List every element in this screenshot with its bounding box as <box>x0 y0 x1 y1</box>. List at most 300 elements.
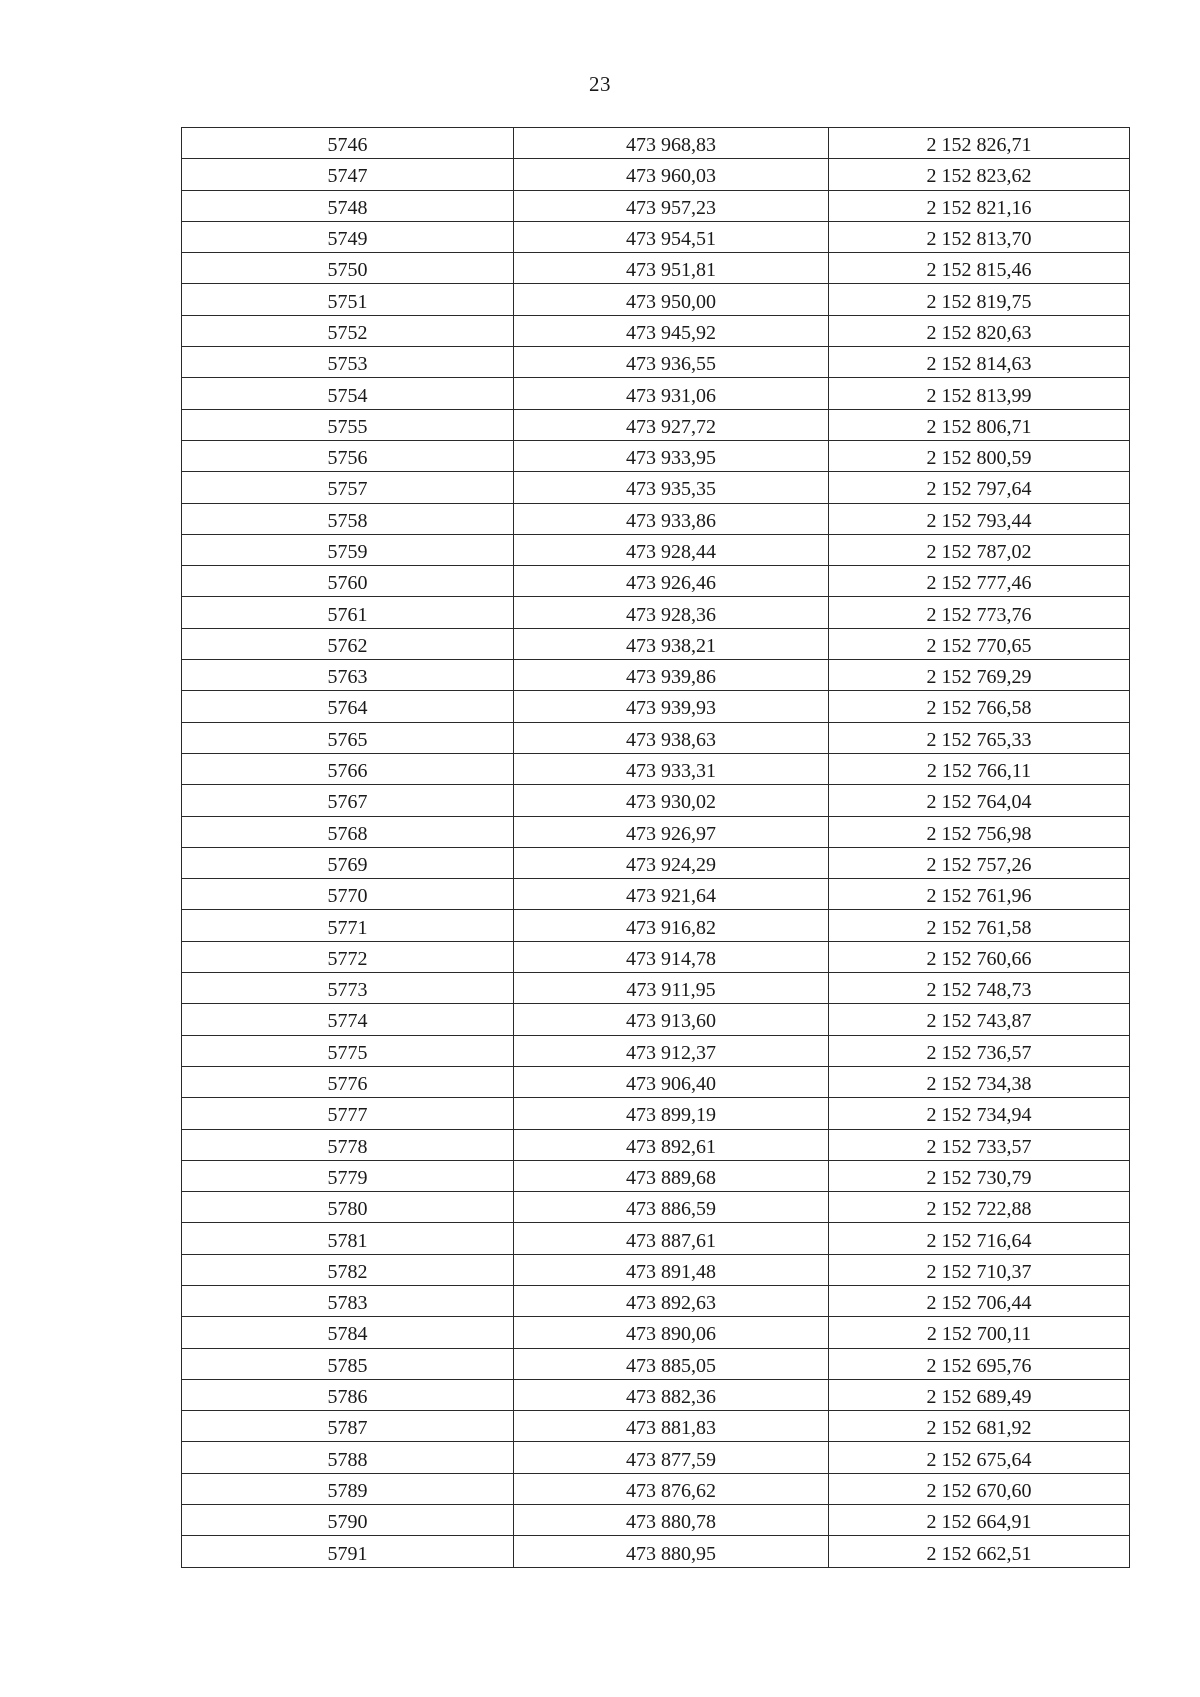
point-number-cell-text: 5768 <box>327 822 368 845</box>
y-coordinate-cell <box>829 1379 1130 1410</box>
table-row <box>182 472 1130 503</box>
y-coordinate-cell <box>829 190 1130 221</box>
y-coordinate-cell-text: 2 152 675,64 <box>926 1448 1032 1471</box>
x-coordinate-cell-text: 473 912,37 <box>626 1041 716 1064</box>
table-row <box>182 847 1130 878</box>
point-number-cell-text: 5772 <box>327 947 368 970</box>
x-coordinate-cell <box>514 1192 829 1223</box>
y-coordinate-cell <box>829 1473 1130 1504</box>
x-coordinate-cell <box>514 1317 829 1348</box>
x-coordinate-cell <box>514 973 829 1004</box>
point-number-cell <box>182 1223 514 1254</box>
point-number-cell-text: 5748 <box>327 196 368 219</box>
point-number-cell-text: 5756 <box>327 447 368 470</box>
point-number-cell-text: 5759 <box>327 541 368 563</box>
table-row <box>182 1473 1130 1504</box>
table-row <box>182 1098 1130 1129</box>
x-coordinate-cell-text: 473 928,44 <box>626 541 716 563</box>
point-number-cell <box>182 221 514 252</box>
y-coordinate-cell <box>829 534 1130 565</box>
point-number-cell-text: 5788 <box>327 1448 368 1471</box>
point-number-cell <box>182 159 514 190</box>
x-coordinate-cell-text: 473 931,06 <box>626 384 716 407</box>
x-coordinate-cell-text: 473 954,51 <box>626 228 716 251</box>
x-coordinate-cell <box>514 159 829 190</box>
point-number-cell <box>182 1160 514 1191</box>
x-coordinate-cell-text: 473 924,29 <box>626 853 716 876</box>
point-number-cell <box>182 1285 514 1316</box>
x-coordinate-cell <box>514 597 829 628</box>
table-row <box>182 660 1130 691</box>
table-row <box>182 566 1130 597</box>
point-number-cell <box>182 910 514 941</box>
point-number-cell-text: 5758 <box>327 509 368 532</box>
table-row <box>182 378 1130 409</box>
y-coordinate-cell-text: 2 152 664,91 <box>926 1511 1032 1534</box>
point-number-cell <box>182 1536 514 1567</box>
point-number-cell-text: 5775 <box>327 1041 368 1064</box>
table-row <box>182 628 1130 659</box>
y-coordinate-cell-text: 2 152 806,71 <box>926 415 1032 438</box>
y-coordinate-cell-text: 2 152 736,57 <box>926 1041 1032 1064</box>
point-number-cell <box>182 1254 514 1285</box>
x-coordinate-cell <box>514 190 829 221</box>
x-coordinate-cell <box>514 1505 829 1536</box>
y-coordinate-cell-text: 2 152 814,63 <box>926 353 1032 376</box>
x-coordinate-cell <box>514 347 829 378</box>
y-coordinate-cell-text: 2 152 777,46 <box>926 572 1032 595</box>
x-coordinate-cell-text: 473 939,86 <box>626 666 716 689</box>
y-coordinate-cell-text: 2 152 813,99 <box>926 384 1032 407</box>
x-coordinate-cell-text: 473 926,46 <box>626 572 716 595</box>
y-coordinate-cell <box>829 221 1130 252</box>
y-coordinate-cell <box>829 722 1130 753</box>
point-number-cell <box>182 1473 514 1504</box>
y-coordinate-cell <box>829 1066 1130 1097</box>
table-row <box>182 1004 1130 1035</box>
x-coordinate-cell-text: 473 957,23 <box>626 196 716 219</box>
y-coordinate-cell-text: 2 152 760,66 <box>926 947 1032 970</box>
y-coordinate-cell <box>829 159 1130 190</box>
x-coordinate-cell-text: 473 887,61 <box>626 1229 716 1252</box>
point-number-cell <box>182 1066 514 1097</box>
y-coordinate-cell-text: 2 152 722,88 <box>926 1198 1032 1221</box>
point-number-cell <box>182 1129 514 1160</box>
x-coordinate-cell-text: 473 933,31 <box>626 760 716 783</box>
y-coordinate-cell-text: 2 152 765,33 <box>926 728 1032 751</box>
point-number-cell <box>182 253 514 284</box>
y-coordinate-cell <box>829 1004 1130 1035</box>
y-coordinate-cell <box>829 1536 1130 1567</box>
y-coordinate-cell-text: 2 152 689,49 <box>926 1386 1032 1409</box>
y-coordinate-cell <box>829 1348 1130 1379</box>
y-coordinate-cell-text: 2 152 730,79 <box>926 1166 1032 1189</box>
y-coordinate-cell-text: 2 152 743,87 <box>926 1010 1032 1033</box>
x-coordinate-cell <box>514 128 829 159</box>
point-number-cell-text: 5765 <box>327 728 368 751</box>
x-coordinate-cell-text: 473 886,59 <box>626 1198 716 1221</box>
point-number-cell <box>182 722 514 753</box>
y-coordinate-cell-text: 2 152 764,04 <box>926 791 1032 814</box>
y-coordinate-cell-text: 2 152 766,11 <box>926 760 1032 783</box>
x-coordinate-cell-text: 473 899,19 <box>626 1104 716 1127</box>
point-number-cell-text: 5785 <box>327 1354 368 1377</box>
y-coordinate-cell <box>829 597 1130 628</box>
x-coordinate-cell <box>514 1129 829 1160</box>
y-coordinate-cell <box>829 910 1130 941</box>
point-number-cell-text: 5752 <box>327 321 368 344</box>
table-row <box>182 315 1130 346</box>
y-coordinate-cell-text: 2 152 734,94 <box>926 1104 1032 1127</box>
x-coordinate-cell <box>514 816 829 847</box>
point-number-cell-text: 5790 <box>327 1511 368 1534</box>
point-number-cell <box>182 1035 514 1066</box>
y-coordinate-cell-text: 2 152 706,44 <box>926 1292 1032 1315</box>
y-coordinate-cell <box>829 847 1130 878</box>
point-number-cell-text: 5787 <box>327 1417 368 1440</box>
x-coordinate-cell <box>514 1285 829 1316</box>
x-coordinate-cell <box>514 753 829 784</box>
x-coordinate-cell <box>514 1473 829 1504</box>
y-coordinate-cell <box>829 128 1130 159</box>
table-row <box>182 1192 1130 1223</box>
y-coordinate-cell <box>829 253 1130 284</box>
y-coordinate-cell <box>829 440 1130 471</box>
y-coordinate-cell-text: 2 152 826,71 <box>926 134 1032 157</box>
y-coordinate-cell <box>829 503 1130 534</box>
x-coordinate-cell <box>514 910 829 941</box>
y-coordinate-cell <box>829 284 1130 315</box>
x-coordinate-cell-text: 473 939,93 <box>626 697 716 720</box>
y-coordinate-cell-text: 2 152 710,37 <box>926 1260 1032 1283</box>
x-coordinate-cell <box>514 722 829 753</box>
point-number-cell <box>182 1379 514 1410</box>
point-number-cell <box>182 284 514 315</box>
point-number-cell <box>182 1505 514 1536</box>
point-number-cell-text: 5781 <box>327 1229 368 1252</box>
point-number-cell <box>182 785 514 816</box>
y-coordinate-cell-text: 2 152 813,70 <box>926 228 1032 251</box>
table-row <box>182 941 1130 972</box>
y-coordinate-cell-text: 2 152 761,96 <box>926 885 1032 908</box>
point-number-cell <box>182 1348 514 1379</box>
point-number-cell <box>182 128 514 159</box>
x-coordinate-cell-text: 473 945,92 <box>626 321 716 344</box>
y-coordinate-cell-text: 2 152 800,59 <box>926 447 1032 470</box>
point-number-cell <box>182 534 514 565</box>
point-number-cell-text: 5749 <box>327 228 368 251</box>
point-number-cell-text: 5784 <box>327 1323 368 1346</box>
y-coordinate-cell-text: 2 152 769,29 <box>926 666 1032 689</box>
point-number-cell <box>182 973 514 1004</box>
y-coordinate-cell <box>829 1035 1130 1066</box>
y-coordinate-cell-text: 2 152 756,98 <box>926 822 1032 845</box>
x-coordinate-cell <box>514 1536 829 1567</box>
x-coordinate-cell-text: 473 881,83 <box>626 1417 716 1440</box>
y-coordinate-cell <box>829 1192 1130 1223</box>
point-number-cell-text: 5779 <box>327 1166 368 1189</box>
y-coordinate-cell-text: 2 152 757,26 <box>926 853 1032 876</box>
y-coordinate-cell <box>829 816 1130 847</box>
table-row <box>182 221 1130 252</box>
x-coordinate-cell-text: 473 951,81 <box>626 259 716 282</box>
y-coordinate-cell-text: 2 152 733,57 <box>926 1135 1032 1158</box>
table-row <box>182 1160 1130 1191</box>
point-number-cell-text: 5786 <box>327 1386 368 1409</box>
x-coordinate-cell-text: 473 938,21 <box>626 634 716 657</box>
point-number-cell-text: 5780 <box>327 1198 368 1221</box>
table-row <box>182 879 1130 910</box>
point-number-cell-text: 5778 <box>327 1135 368 1158</box>
table-row <box>182 691 1130 722</box>
point-number-cell <box>182 1192 514 1223</box>
x-coordinate-cell <box>514 847 829 878</box>
point-number-cell <box>182 440 514 471</box>
x-coordinate-cell <box>514 628 829 659</box>
point-number-cell-text: 5774 <box>327 1010 368 1033</box>
x-coordinate-cell-text: 473 916,82 <box>626 916 716 939</box>
y-coordinate-cell-text: 2 152 670,60 <box>926 1479 1032 1502</box>
y-coordinate-cell <box>829 378 1130 409</box>
y-coordinate-cell <box>829 973 1130 1004</box>
table-row <box>182 347 1130 378</box>
y-coordinate-cell <box>829 315 1130 346</box>
y-coordinate-cell-text: 2 152 787,02 <box>926 541 1032 563</box>
y-coordinate-cell <box>829 1098 1130 1129</box>
x-coordinate-cell-text: 473 906,40 <box>626 1073 716 1096</box>
y-coordinate-cell-text: 2 152 681,92 <box>926 1417 1032 1440</box>
point-number-cell <box>182 566 514 597</box>
point-number-cell-text: 5791 <box>327 1542 368 1565</box>
y-coordinate-cell <box>829 1223 1130 1254</box>
x-coordinate-cell-text: 473 891,48 <box>626 1260 716 1283</box>
point-number-cell <box>182 1411 514 1442</box>
x-coordinate-cell-text: 473 926,97 <box>626 822 716 845</box>
y-coordinate-cell <box>829 472 1130 503</box>
x-coordinate-cell <box>514 785 829 816</box>
table-row <box>182 722 1130 753</box>
point-number-cell <box>182 1098 514 1129</box>
point-number-cell-text: 5766 <box>327 760 368 783</box>
point-number-cell <box>182 378 514 409</box>
point-number-cell <box>182 1317 514 1348</box>
x-coordinate-cell-text: 473 892,63 <box>626 1292 716 1315</box>
x-coordinate-cell <box>514 253 829 284</box>
y-coordinate-cell-text: 2 152 761,58 <box>926 916 1032 939</box>
table-row <box>182 973 1130 1004</box>
point-number-cell <box>182 315 514 346</box>
y-coordinate-cell-text: 2 152 773,76 <box>926 603 1032 626</box>
x-coordinate-cell-text: 473 911,95 <box>626 979 716 1002</box>
point-number-cell <box>182 816 514 847</box>
x-coordinate-cell-text: 473 877,59 <box>626 1448 716 1471</box>
x-coordinate-cell <box>514 315 829 346</box>
y-coordinate-cell <box>829 1442 1130 1473</box>
x-coordinate-cell <box>514 1223 829 1254</box>
x-coordinate-cell-text: 473 889,68 <box>626 1166 716 1189</box>
y-coordinate-cell-text: 2 152 797,64 <box>926 478 1032 501</box>
table-row <box>182 190 1130 221</box>
table-row <box>182 1505 1130 1536</box>
coordinates-table <box>181 127 1130 1568</box>
point-number-cell <box>182 753 514 784</box>
table-row <box>182 284 1130 315</box>
y-coordinate-cell <box>829 566 1130 597</box>
x-coordinate-cell <box>514 472 829 503</box>
table-row <box>182 816 1130 847</box>
point-number-cell <box>182 1004 514 1035</box>
x-coordinate-cell-text: 473 880,95 <box>626 1542 716 1565</box>
x-coordinate-cell <box>514 879 829 910</box>
y-coordinate-cell-text: 2 152 815,46 <box>926 259 1032 282</box>
y-coordinate-cell-text: 2 152 695,76 <box>926 1354 1032 1377</box>
y-coordinate-cell-text: 2 152 700,11 <box>926 1323 1032 1346</box>
x-coordinate-cell <box>514 1411 829 1442</box>
y-coordinate-cell <box>829 785 1130 816</box>
x-coordinate-cell-text: 473 890,06 <box>626 1323 716 1346</box>
y-coordinate-cell-text: 2 152 793,44 <box>926 509 1032 532</box>
y-coordinate-cell <box>829 1505 1130 1536</box>
point-number-cell-text: 5771 <box>327 916 368 939</box>
point-number-cell <box>182 503 514 534</box>
x-coordinate-cell <box>514 378 829 409</box>
y-coordinate-cell-text: 2 152 820,63 <box>926 321 1032 344</box>
y-coordinate-cell <box>829 1285 1130 1316</box>
point-number-cell-text: 5754 <box>327 384 368 407</box>
x-coordinate-cell <box>514 221 829 252</box>
y-coordinate-cell-text: 2 152 823,62 <box>926 165 1032 188</box>
y-coordinate-cell-text: 2 152 766,58 <box>926 697 1032 720</box>
table-row <box>182 1348 1130 1379</box>
x-coordinate-cell-text: 473 960,03 <box>626 165 716 188</box>
point-number-cell-text: 5751 <box>327 290 368 313</box>
point-number-cell-text: 5761 <box>327 603 368 626</box>
x-coordinate-cell-text: 473 892,61 <box>626 1135 716 1158</box>
point-number-cell-text: 5746 <box>327 134 368 157</box>
table-row <box>182 910 1130 941</box>
x-coordinate-cell <box>514 284 829 315</box>
point-number-cell <box>182 847 514 878</box>
point-number-cell <box>182 660 514 691</box>
point-number-cell-text: 5760 <box>327 572 368 595</box>
point-number-cell-text: 5782 <box>327 1260 368 1283</box>
x-coordinate-cell-text: 473 936,55 <box>626 353 716 376</box>
page-number: 23 <box>589 72 611 96</box>
y-coordinate-cell-text: 2 152 770,65 <box>926 634 1032 657</box>
table-row <box>182 1317 1130 1348</box>
table-row <box>182 1223 1130 1254</box>
table-row <box>182 1129 1130 1160</box>
x-coordinate-cell-text: 473 880,78 <box>626 1511 716 1534</box>
point-number-cell-text: 5767 <box>327 791 368 814</box>
x-coordinate-cell <box>514 691 829 722</box>
table-row <box>182 534 1130 565</box>
x-coordinate-cell <box>514 1004 829 1035</box>
x-coordinate-cell <box>514 409 829 440</box>
table-row <box>182 1035 1130 1066</box>
x-coordinate-cell <box>514 440 829 471</box>
y-coordinate-cell-text: 2 152 821,16 <box>926 196 1032 219</box>
point-number-cell-text: 5747 <box>327 165 368 188</box>
y-coordinate-cell-text: 2 152 734,38 <box>926 1073 1032 1096</box>
point-number-cell-text: 5757 <box>327 478 368 501</box>
x-coordinate-cell <box>514 660 829 691</box>
x-coordinate-cell-text: 473 938,63 <box>626 728 716 751</box>
x-coordinate-cell-text: 473 913,60 <box>626 1010 716 1033</box>
x-coordinate-cell <box>514 1066 829 1097</box>
x-coordinate-cell <box>514 941 829 972</box>
x-coordinate-cell <box>514 566 829 597</box>
table-row <box>182 1442 1130 1473</box>
y-coordinate-cell <box>829 879 1130 910</box>
x-coordinate-cell <box>514 503 829 534</box>
point-number-cell-text: 5769 <box>327 853 368 876</box>
point-number-cell <box>182 1442 514 1473</box>
point-number-cell-text: 5750 <box>327 259 368 282</box>
x-coordinate-cell <box>514 534 829 565</box>
table-row <box>182 253 1130 284</box>
y-coordinate-cell <box>829 409 1130 440</box>
point-number-cell <box>182 347 514 378</box>
y-coordinate-cell <box>829 1160 1130 1191</box>
y-coordinate-cell-text: 2 152 748,73 <box>926 979 1032 1002</box>
y-coordinate-cell <box>829 660 1130 691</box>
point-number-cell <box>182 409 514 440</box>
x-coordinate-cell-text: 473 935,35 <box>626 478 716 501</box>
y-coordinate-cell <box>829 691 1130 722</box>
point-number-cell <box>182 941 514 972</box>
point-number-cell <box>182 190 514 221</box>
x-coordinate-cell <box>514 1348 829 1379</box>
point-number-cell-text: 5762 <box>327 634 368 657</box>
x-coordinate-cell-text: 473 927,72 <box>626 415 716 438</box>
table-row <box>182 785 1130 816</box>
x-coordinate-cell <box>514 1035 829 1066</box>
point-number-cell-text: 5783 <box>327 1292 368 1315</box>
table-row <box>182 1066 1130 1097</box>
table-row <box>182 1379 1130 1410</box>
table-row <box>182 1411 1130 1442</box>
point-number-cell-text: 5770 <box>327 885 368 908</box>
x-coordinate-cell-text: 473 950,00 <box>626 290 716 313</box>
x-coordinate-cell-text: 473 876,62 <box>626 1479 716 1502</box>
x-coordinate-cell-text: 473 928,36 <box>626 603 716 626</box>
table-row <box>182 1536 1130 1567</box>
y-coordinate-cell <box>829 1254 1130 1285</box>
point-number-cell-text: 5753 <box>327 353 368 376</box>
y-coordinate-cell-text: 2 152 716,64 <box>926 1229 1032 1252</box>
table-row <box>182 128 1130 159</box>
x-coordinate-cell <box>514 1098 829 1129</box>
x-coordinate-cell-text: 473 933,86 <box>626 509 716 532</box>
x-coordinate-cell <box>514 1379 829 1410</box>
table-row <box>182 1254 1130 1285</box>
x-coordinate-cell-text: 473 882,36 <box>626 1386 716 1409</box>
y-coordinate-cell <box>829 628 1130 659</box>
point-number-cell-text: 5789 <box>327 1479 368 1502</box>
table-row <box>182 753 1130 784</box>
x-coordinate-cell <box>514 1442 829 1473</box>
point-number-cell-text: 5763 <box>327 666 368 689</box>
table-row <box>182 159 1130 190</box>
y-coordinate-cell <box>829 941 1130 972</box>
point-number-cell-text: 5773 <box>327 979 368 1002</box>
y-coordinate-cell-text: 2 152 819,75 <box>926 290 1032 313</box>
point-number-cell <box>182 472 514 503</box>
y-coordinate-cell-text: 2 152 662,51 <box>926 1542 1032 1565</box>
table-row <box>182 503 1130 534</box>
point-number-cell <box>182 597 514 628</box>
